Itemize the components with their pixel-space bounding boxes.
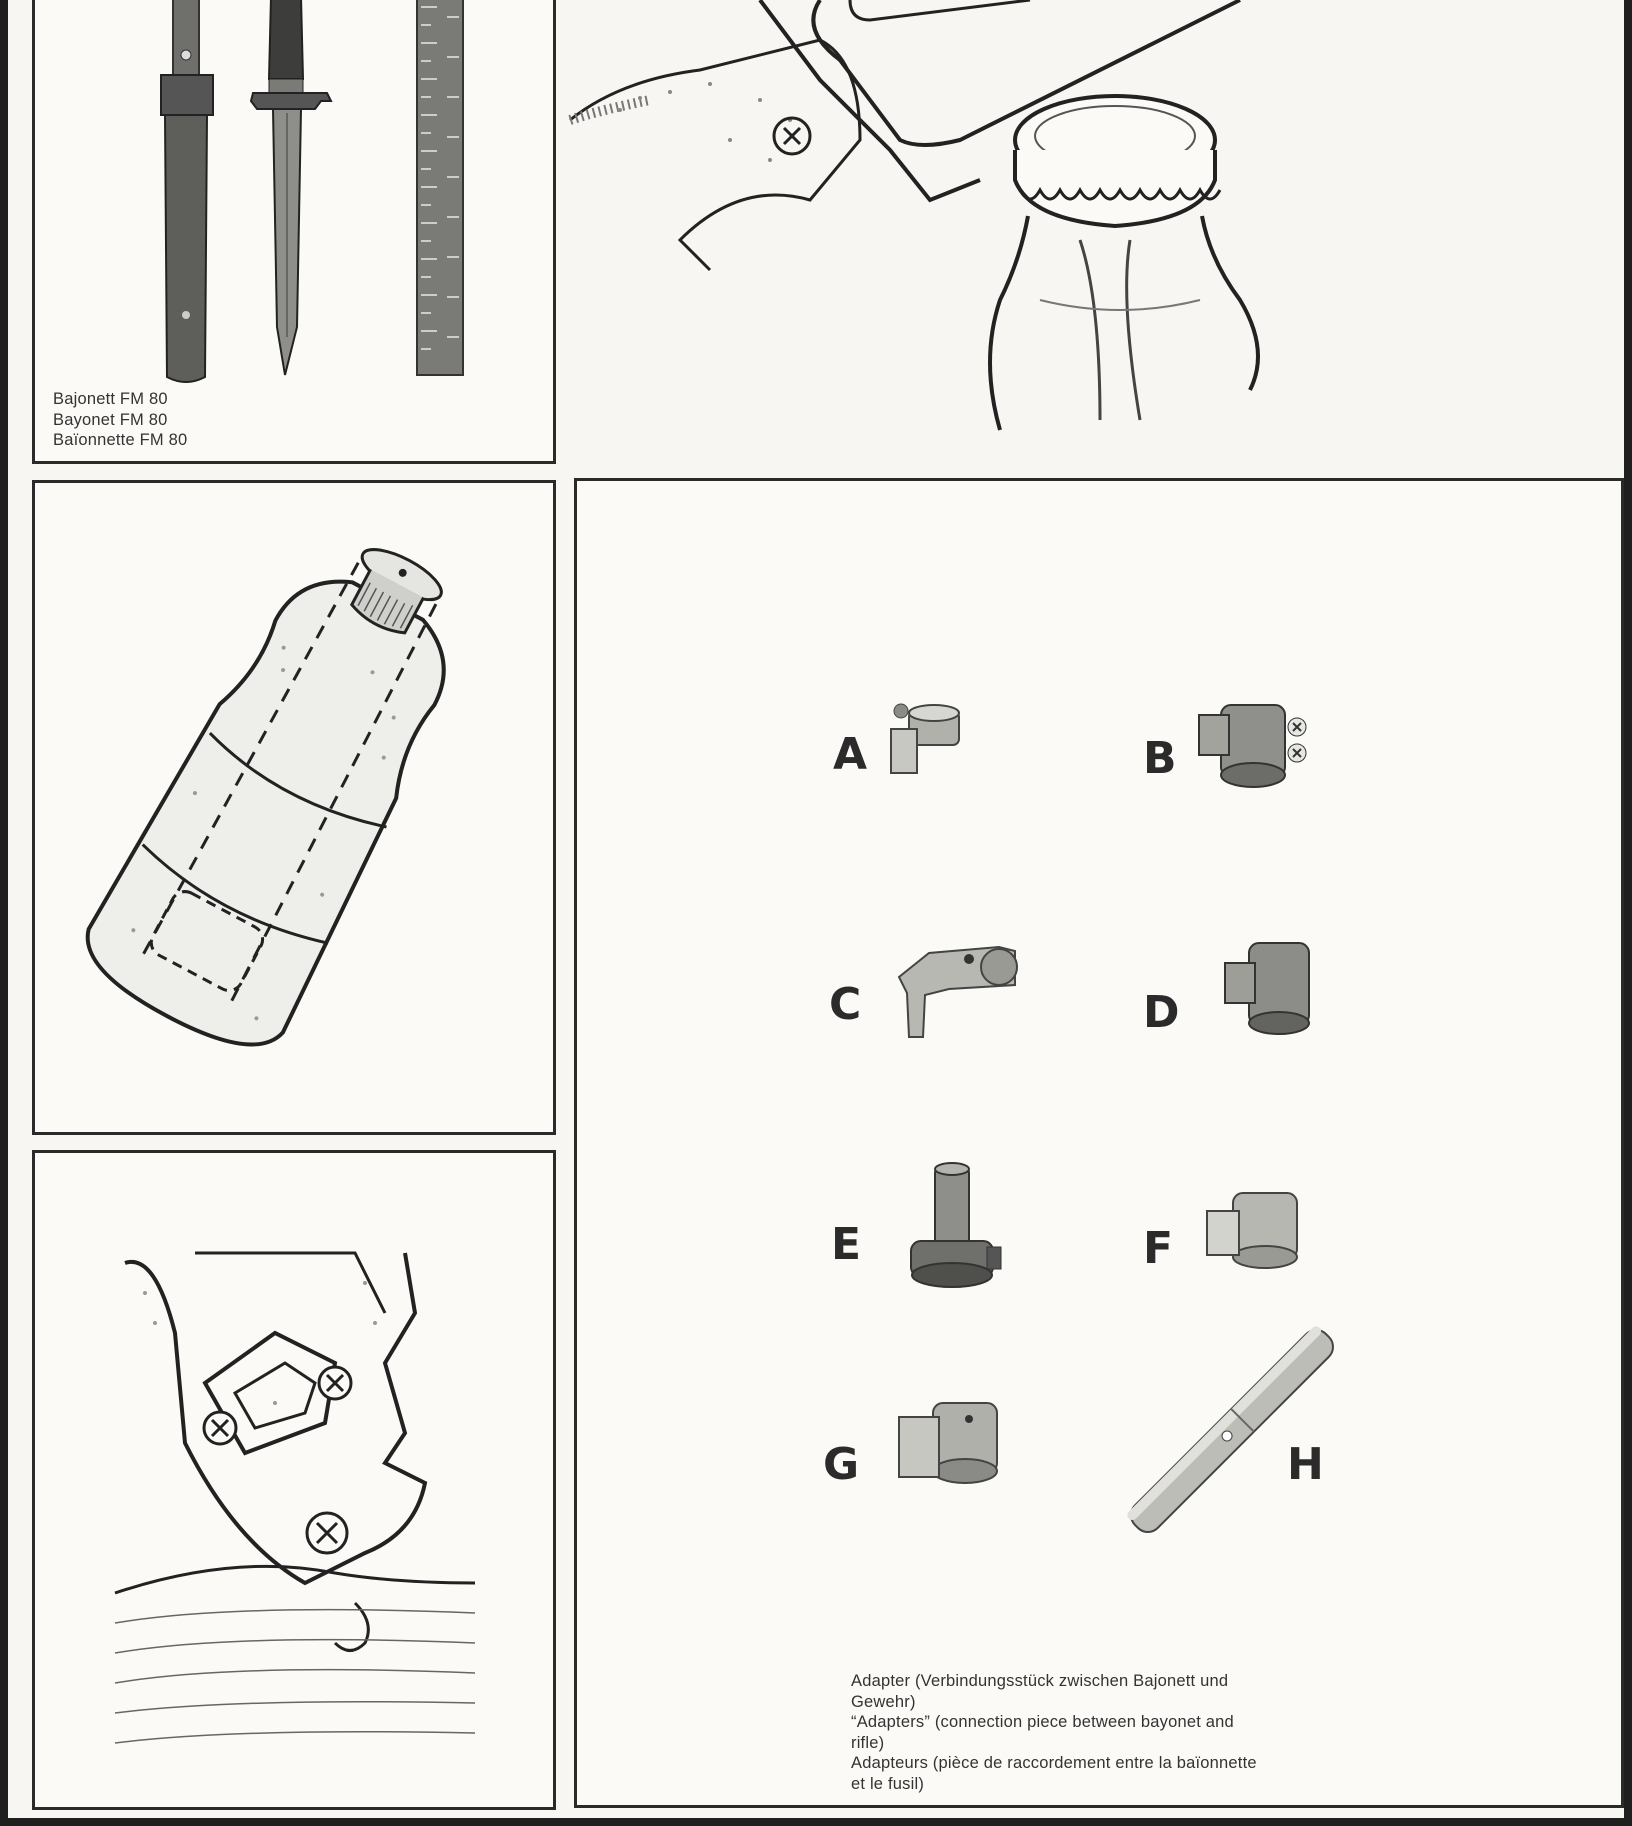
bayonet-photo-panel bbox=[32, 0, 556, 464]
grip-storage-panel bbox=[32, 480, 556, 1135]
bayonet-caption bbox=[53, 389, 187, 451]
adapter-a-image bbox=[877, 695, 977, 785]
adapter-c-image bbox=[889, 937, 1029, 1047]
wire-cutter-illustration bbox=[35, 1153, 555, 1808]
adapter-label-a: A bbox=[833, 729, 868, 780]
adapter-label-c: C bbox=[829, 979, 862, 1030]
bayonet-caption-en: Bayonet FM 80 bbox=[53, 410, 168, 429]
adapters-caption-de-2: Gewehr) bbox=[851, 1692, 916, 1711]
adapters-caption bbox=[851, 1671, 1257, 1794]
adapter-label-d: D bbox=[1143, 987, 1180, 1038]
adapter-g-image bbox=[883, 1389, 1013, 1499]
adapter-label-g: G bbox=[823, 1439, 860, 1490]
adapter-h-image bbox=[1107, 1311, 1357, 1551]
adapters-panel bbox=[574, 478, 1624, 1808]
bottle-opener-illustration bbox=[560, 0, 1610, 470]
adapters-caption-en-1: “Adapters” (connection piece between bayonet and bbox=[851, 1713, 1234, 1731]
adapters-caption-de-1: Adapter (Verbindungsstück zwischen Bajonett und bbox=[851, 1672, 1229, 1690]
adapters-caption-en-2: rifle) bbox=[851, 1733, 885, 1752]
adapter-f-image bbox=[1195, 1181, 1315, 1291]
wire-cutter-panel bbox=[32, 1150, 556, 1810]
adapters-caption-fr-1: Adapteurs (pièce de raccordement entre la baïonnette bbox=[851, 1754, 1257, 1772]
adapter-label-f: F bbox=[1143, 1223, 1174, 1274]
adapter-e-image bbox=[893, 1161, 1013, 1291]
adapter-b-image bbox=[1191, 685, 1311, 795]
catalog-page bbox=[8, 0, 1624, 1818]
adapter-d-image bbox=[1213, 931, 1323, 1041]
bayonet-caption-fr: Baïonnette FM 80 bbox=[53, 431, 188, 449]
adapters-caption-fr-2: et le fusil) bbox=[851, 1774, 925, 1793]
adapter-label-e: E bbox=[831, 1219, 862, 1270]
grip-storage-illustration bbox=[35, 483, 555, 1133]
bayonet-caption-de: Bajonett FM 80 bbox=[53, 390, 168, 408]
adapter-label-b: B bbox=[1143, 733, 1177, 784]
adapter-label-h: H bbox=[1287, 1439, 1324, 1490]
